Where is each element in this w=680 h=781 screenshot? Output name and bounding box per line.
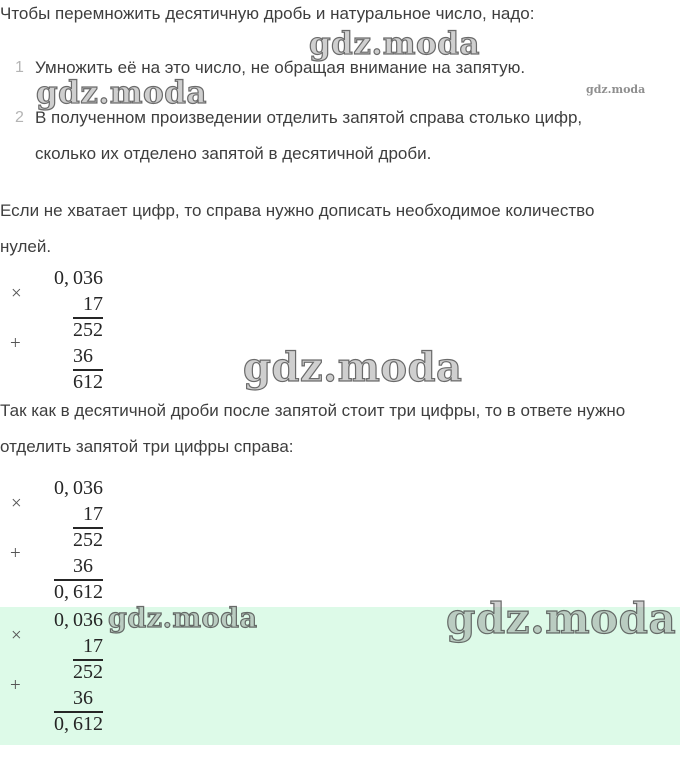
partial-product-1: 252: [73, 529, 103, 551]
partial-product-2: 36: [73, 345, 93, 367]
watermark-gdz-moda-small: gdz.moda: [586, 83, 646, 96]
times-sign: ×: [11, 283, 22, 304]
partial-product-1: 252: [73, 661, 103, 683]
column-multiplication-3: [0, 607, 103, 737]
watermark-gdz-moda: gdz.moda: [309, 26, 480, 62]
step-2-text-line-2: сколько их отделено запятой в десятичной дроби.: [35, 144, 432, 163]
times-sign: ×: [11, 493, 22, 514]
partial-product-1: 252: [73, 319, 103, 341]
step-1-number: 1: [15, 59, 24, 76]
multiplier: 17: [83, 503, 103, 525]
partial-product-2: 36: [73, 687, 93, 709]
column-multiplication-2: [0, 475, 103, 605]
product: 0, 612: [53, 581, 103, 603]
column-multiplication-1: [0, 265, 103, 395]
intro-text: Чтобы перемножить десятичную дробь и натуральное число, надо:: [0, 4, 535, 23]
plus-sign: +: [10, 543, 21, 564]
product: 0, 612: [53, 713, 103, 735]
multiplicand: 0, 036: [53, 267, 103, 289]
plus-sign: +: [10, 675, 21, 696]
watermark-gdz-moda: gdz.moda: [446, 594, 677, 643]
watermark-gdz-moda: gdz.moda: [108, 603, 258, 634]
step-2-number: 2: [15, 109, 24, 126]
times-sign: ×: [11, 625, 22, 646]
note-paragraph: [0, 193, 680, 265]
multiplier: 17: [83, 293, 103, 315]
watermark-gdz-moda: gdz.moda: [243, 344, 463, 391]
step-1-text: Умножить её на это число, не обращая внимание на запятую.: [35, 58, 526, 77]
watermark-gdz-moda: gdz.moda: [36, 75, 207, 111]
step-2-text-line-1: В полученном произведении отделить запятой справа столько цифр,: [35, 108, 583, 127]
note-text-line-1: Если не хватает цифр, то справа нужно дописать необходимое количество: [0, 201, 595, 220]
conclusion-text-line-2: отделить запятой три цифры справа:: [0, 437, 294, 456]
multiplicand: 0, 036: [53, 477, 103, 499]
note-text-line-2: нулей.: [0, 237, 52, 256]
partial-product-2: 36: [73, 555, 93, 577]
conclusion-paragraph: [0, 393, 680, 465]
conclusion-text-line-1: Так как в десятичной дроби после запятой стоит три цифры, то в ответе нужно: [0, 401, 626, 420]
multiplicand: 0, 036: [53, 609, 103, 631]
plus-sign: +: [10, 333, 21, 354]
multiplier: 17: [83, 635, 103, 657]
product: 612: [73, 371, 103, 393]
